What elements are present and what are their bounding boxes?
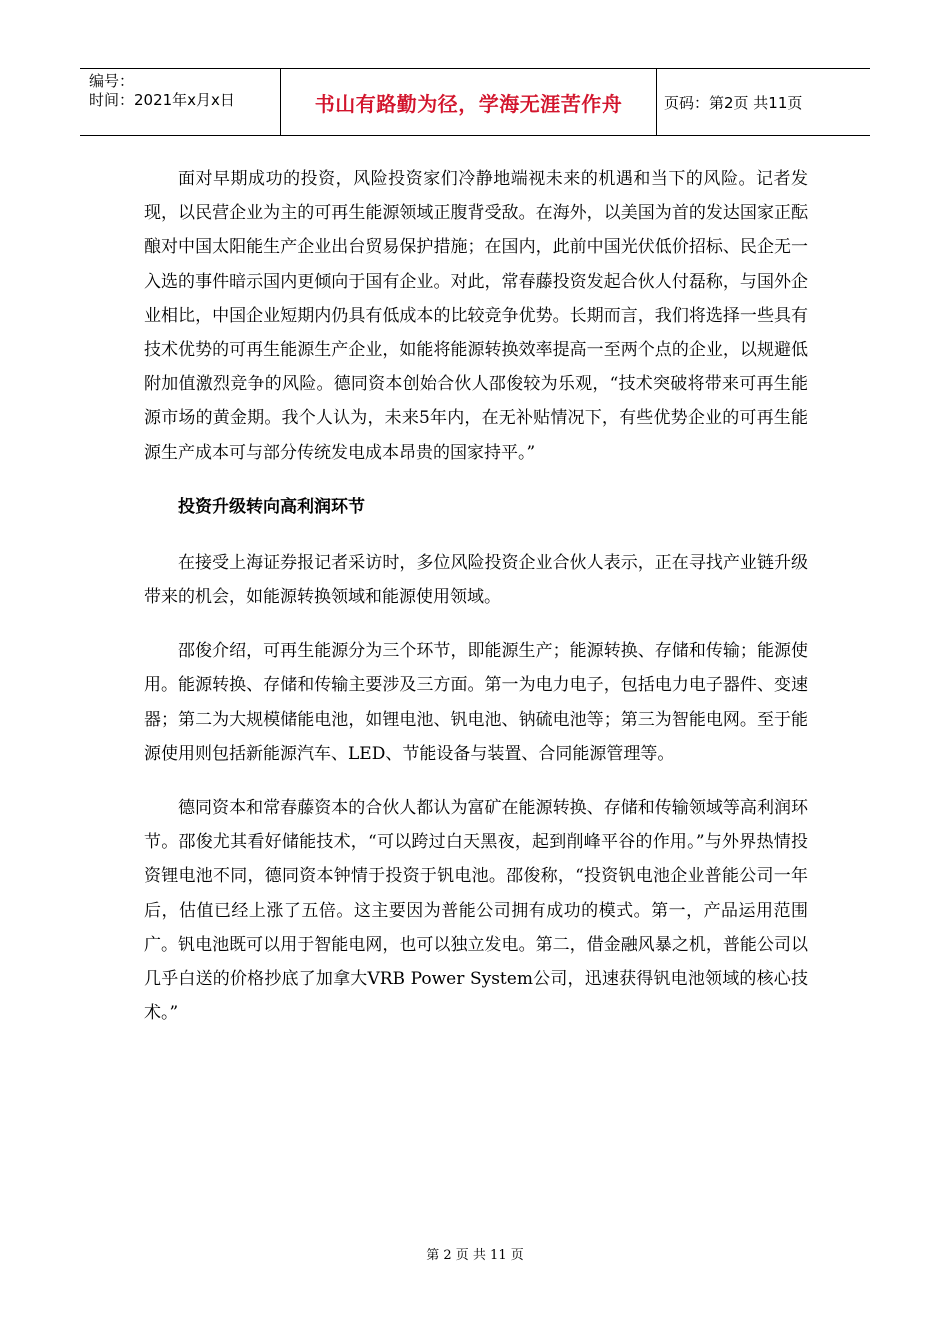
header-page-code: 页码：第2页 共11页 bbox=[664, 93, 803, 112]
header-motto: 书山有路勤为径，学海无涯苦作舟 bbox=[281, 69, 657, 135]
page-footer: 第 2 页 共 11 页 bbox=[426, 1248, 524, 1263]
paragraph: 邵俊介绍，可再生能源分为三个环节，即能源生产；能源转换、存储和传输；能源使用。能源转换、存储和传输主要涉及三方面。第一为电力电子，包括电力电子器件、变速器；第二为大规模储能电池，如锂电池、钒电池、钠硫电池等；第三为智能电网。至于能源使用则包括新能源汽车、LED、节能设备与装置、合同能源管理等。 bbox=[144, 641, 808, 764]
paragraph: 面对早期成功的投资，风险投资家们冷静地端视未来的机遇和当下的风险。记者发现，以民营企业为主的可再生能源领域正腹背受敌。在海外，以美国为首的发达国家正酝酿对中国太阳能生产企业出台贸易保护措施；在国内，此前中国光伏低价招标、民企无一入选的事件暗示国内更倾向于国有企业。对此，常春藤投资发起合伙人付磊称，与国外企业相比，中国企业短期内仍具有低成本的比较竞争优势。长期而言，我们将选择一些具有技术优势的可再生能源生产企业，如能将能源转换效率提高一至两个点的企业，以规避低附加值激烈竞争的风险。德同资本创始合伙人邵俊较为乐观，“技术突破将带来可再生能源市场的黄金期。我个人认为，未来5年内，在无补贴情况下，有些优势企业的可再生能源生产成本可与部分传统发电成本昂贵的国家持平。” bbox=[144, 169, 808, 463]
number-label: 编号： bbox=[89, 72, 135, 90]
header-meta-cell bbox=[80, 69, 281, 135]
document-header bbox=[80, 68, 870, 136]
paragraph: 德同资本和常春藤资本的合伙人都认为富矿在能源转换、存储和传输领域等高利润环节。邵俊尤其看好储能技术，“可以跨过白天黑夜，起到削峰平谷的作用。”与外界热情投资锂电池不同，德同资本钟情于投资于钒电池。邵俊称，“投资钒电池企业普能公司一年后，估值已经上涨了五倍。这主要因为普能公司拥有成功的模式。第一，产品运用范围广。钒电池既可以用于智能电网，也可以独立发电。第二，借金融风暴之机，普能公司以几乎白送的价格抄底了加拿大VRB Power System公司，迅速获得钒电池领域的核心技术。” bbox=[144, 798, 808, 1024]
document-body bbox=[144, 162, 808, 1050]
time-label: 时间：2021年x月x日 bbox=[89, 91, 235, 109]
section-heading: 投资升级转向高利润环节 bbox=[178, 496, 365, 517]
paragraph: 在接受上海证券报记者采访时，多位风险投资企业合伙人表示，正在寻找产业链升级带来的机会，如能源转换领域和能源使用领域。 bbox=[144, 552, 808, 608]
